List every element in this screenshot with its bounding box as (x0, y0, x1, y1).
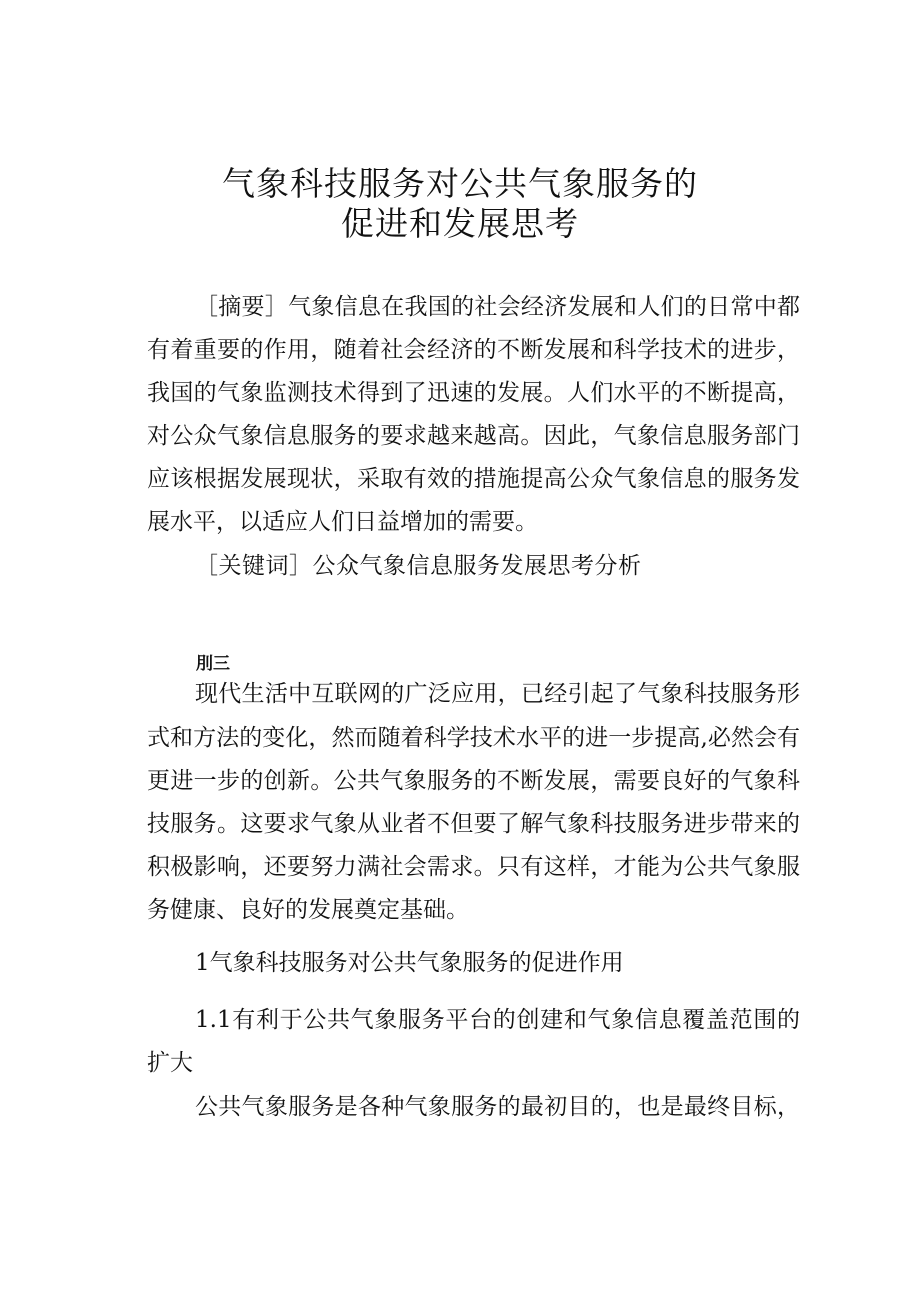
section-heading-1-1: 1.1有利于公共气象服务平台的创建和气象信息覆盖范围的 (195, 1007, 800, 1033)
abstract-line: 展水平，以适应人们日益增加的需要。 (147, 509, 538, 535)
abstract-line: 对公众气象信息服务的要求越来越高。因此，气象信息服务部门 (147, 423, 800, 449)
section-heading-1: 1气象科技服务对公共气象服务的促进作用 (195, 950, 624, 976)
abstract-line: 我国的气象监测技术得到了迅速的发展。人们水平的不断提高， (147, 380, 800, 406)
keywords: ［关键词］公众气象信息服务发展思考分析 (195, 553, 642, 579)
abstract-line: ［摘要］气象信息在我国的社会经济发展和人们的日常中都 (195, 294, 800, 320)
title-line: 促进和发展思考 (341, 204, 579, 243)
paragraph-line: 现代生活中互联网的广泛应用，已经引起了气象科技服务形 (195, 681, 800, 707)
abstract-line: 有着重要的作用，随着社会经济的不断发展和科学技术的进步， (147, 337, 800, 363)
paragraph-line: 积极影响，还要努力满社会需求。只有这样，才能为公共气象服 (147, 854, 800, 880)
preface-heading: 刖三 (196, 654, 230, 674)
abstract-line: 应该根据发展现状，采取有效的措施提高公众气象信息的服务发 (147, 466, 800, 492)
paragraph-line: 式和方法的变化，然而随着科学技术水平的进一步提高,必然会有 (147, 725, 800, 751)
paragraph-line: 技服务。这要求气象从业者不但要了解气象科技服务进步带来的 (147, 811, 800, 837)
paragraph-line: 务健康、良好的发展奠定基础。 (147, 897, 469, 923)
paragraph-line: 更进一步的创新。公共气象服务的不断发展，需要良好的气象科 (147, 768, 800, 794)
title-line: 气象科技服务对公共气象服务的 (222, 164, 698, 203)
paragraph-line: 公共气象服务是各种气象服务的最初目的，也是最终目标， (195, 1094, 800, 1120)
section-heading-1-1-cont: 扩大 (147, 1050, 193, 1076)
